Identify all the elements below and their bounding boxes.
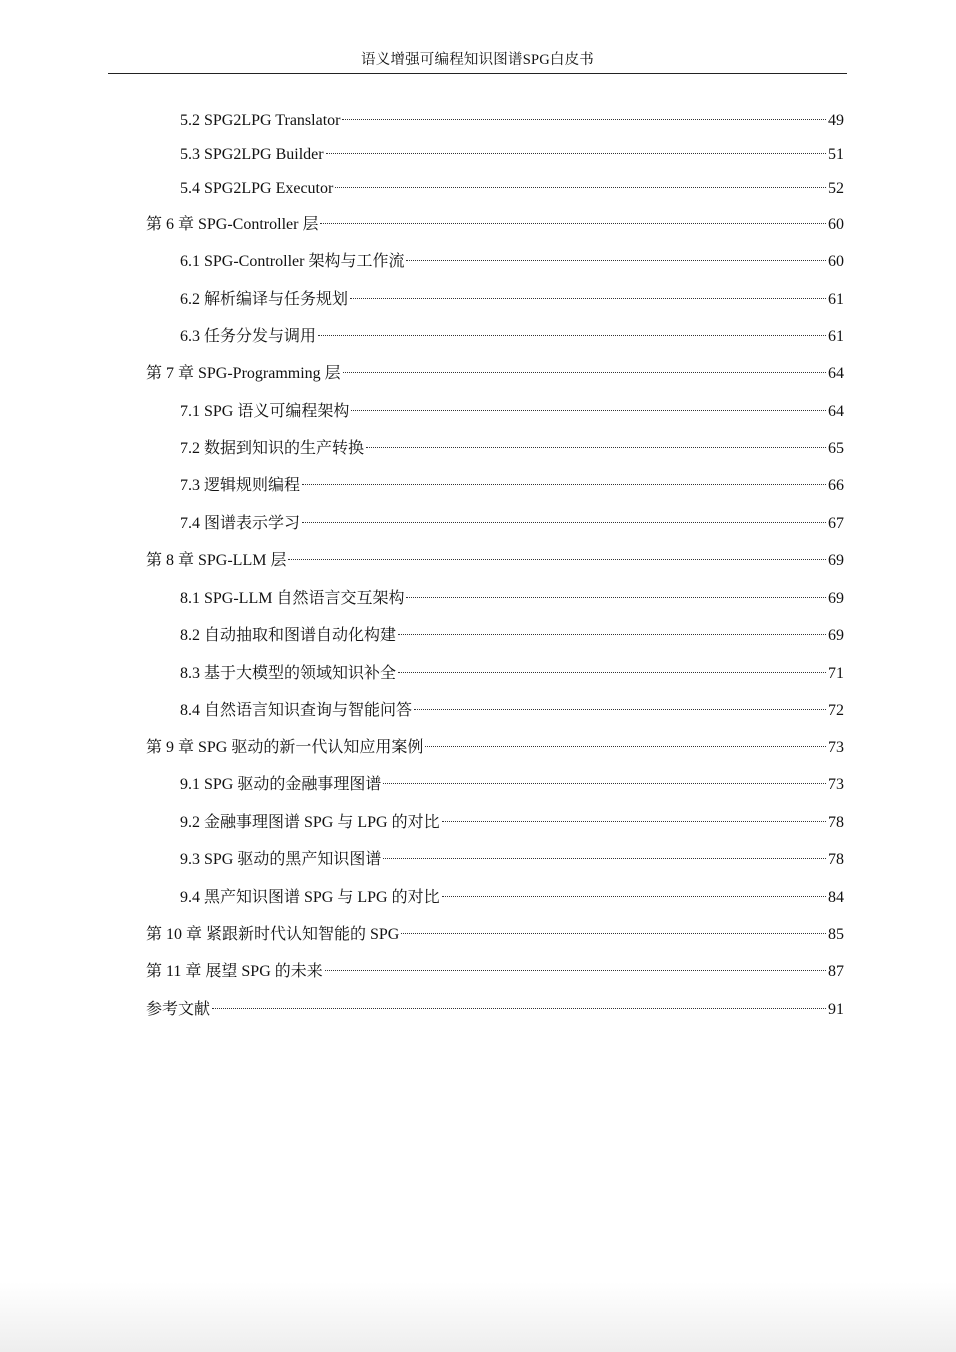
toc-chapter-entry[interactable] [146, 923, 844, 947]
toc-page-number: 61 [828, 328, 844, 345]
toc-section-entry[interactable] [180, 662, 844, 686]
toc-section-entry[interactable] [180, 177, 844, 201]
toc-page-number: 69 [828, 590, 844, 607]
toc-dot-leader [414, 709, 826, 710]
toc-dot-leader [302, 484, 826, 485]
toc-dot-leader [351, 410, 826, 411]
toc-page-number: 71 [828, 665, 844, 682]
toc-section-entry[interactable] [180, 437, 844, 461]
toc-section-entry[interactable] [180, 474, 844, 498]
toc-section-entry[interactable] [180, 143, 844, 167]
toc-page-number: 72 [828, 702, 844, 719]
toc-page-number: 87 [828, 963, 844, 980]
toc-page-number: 69 [828, 627, 844, 644]
toc-page-number: 60 [828, 216, 844, 233]
toc-entry-title: 6.2 解析编译与任务规划 [180, 291, 349, 308]
toc-section-entry[interactable] [180, 587, 844, 611]
toc-section-entry[interactable] [180, 848, 844, 872]
header-title: 语义增强可编程知识图谱SPG白皮书 [361, 52, 594, 68]
toc-entry-title: 7.1 SPG 语义可编程架构 [180, 403, 350, 420]
toc-chapter-entry[interactable] [146, 998, 844, 1022]
toc-dot-leader [302, 522, 826, 523]
toc-page-number: 78 [828, 851, 844, 868]
toc-dot-leader [288, 559, 826, 560]
toc-dot-leader [442, 896, 826, 897]
toc-section-entry[interactable] [180, 811, 844, 835]
toc-page-number: 60 [828, 253, 844, 270]
toc-dot-leader [325, 970, 826, 971]
toc-section-entry[interactable] [180, 400, 844, 424]
toc-page-number: 64 [828, 403, 844, 420]
toc-entry-title: 5.3 SPG2LPG Builder [180, 146, 324, 163]
toc-dot-leader [406, 260, 826, 261]
toc-entry-title: 7.3 逻辑规则编程 [180, 477, 301, 494]
toc-section-entry[interactable] [180, 250, 844, 274]
toc-entry-title: 8.4 自然语言知识查询与智能问答 [180, 702, 413, 719]
toc-entry-title: 6.1 SPG-Controller 架构与工作流 [180, 253, 405, 270]
toc-page-number: 51 [828, 146, 844, 163]
toc-page-number: 84 [828, 889, 844, 906]
toc-dot-leader [350, 298, 826, 299]
toc-entry-title: 8.2 自动抽取和图谱自动化构建 [180, 627, 397, 644]
toc-entry-title: 参考文献 [146, 1001, 211, 1018]
page-bottom-shadow [0, 1282, 956, 1352]
toc-page-number: 73 [828, 739, 844, 756]
toc-page-number: 78 [828, 814, 844, 831]
toc-entry-title: 第 6 章 SPG-Controller 层 [146, 216, 319, 233]
toc-page-number: 52 [828, 180, 844, 197]
toc-entry-title: 5.4 SPG2LPG Executor [180, 180, 334, 197]
toc-dot-leader [343, 372, 826, 373]
toc-page-number: 91 [828, 1001, 844, 1018]
toc-chapter-entry[interactable] [146, 549, 844, 573]
toc-page-number: 65 [828, 440, 844, 457]
toc-chapter-entry[interactable] [146, 736, 844, 760]
toc-section-entry[interactable] [180, 288, 844, 312]
toc-section-entry[interactable] [180, 109, 844, 133]
toc-entry-title: 第 11 章 展望 SPG 的未来 [146, 963, 323, 980]
toc-section-entry[interactable] [180, 773, 844, 797]
toc-section-entry[interactable] [180, 886, 844, 910]
toc-section-entry[interactable] [180, 512, 844, 536]
toc-page-number: 69 [828, 552, 844, 569]
toc-entry-title: 9.1 SPG 驱动的金融事理图谱 [180, 776, 382, 793]
toc-dot-leader [366, 447, 826, 448]
toc-entry-title: 9.3 SPG 驱动的黑产知识图谱 [180, 851, 382, 868]
toc-entry-title: 9.2 金融事理图谱 SPG 与 LPG 的对比 [180, 814, 440, 831]
toc-dot-leader [398, 672, 826, 673]
toc-page-number: 67 [828, 515, 844, 532]
toc-section-entry[interactable] [180, 699, 844, 723]
toc-dot-leader [383, 783, 826, 784]
toc-entry-title: 9.4 黑产知识图谱 SPG 与 LPG 的对比 [180, 889, 440, 906]
toc-dot-leader [401, 933, 826, 934]
toc-entry-title: 8.3 基于大模型的领域知识补全 [180, 665, 397, 682]
toc-page-number: 49 [828, 112, 844, 129]
toc-entry-title: 5.2 SPG2LPG Translator [180, 112, 341, 129]
toc-section-entry[interactable] [180, 325, 844, 349]
toc-dot-leader [342, 119, 826, 120]
toc-dot-leader [318, 335, 826, 336]
toc-entry-title: 8.1 SPG-LLM 自然语言交互架构 [180, 590, 405, 607]
toc-dot-leader [406, 597, 826, 598]
toc-dot-leader [335, 187, 826, 188]
toc-chapter-entry[interactable] [146, 960, 844, 984]
toc-page-number: 61 [828, 291, 844, 308]
toc-page-number: 73 [828, 776, 844, 793]
toc-page-number: 64 [828, 365, 844, 382]
toc-dot-leader [383, 858, 826, 859]
page-header [108, 50, 847, 74]
toc-entry-title: 第 9 章 SPG 驱动的新一代认知应用案例 [146, 739, 424, 756]
toc-entry-title: 7.2 数据到知识的生产转换 [180, 440, 365, 457]
toc-chapter-entry[interactable] [146, 213, 844, 237]
toc-entry-title: 7.4 图谱表示学习 [180, 515, 301, 532]
toc-dot-leader [398, 634, 826, 635]
toc-entry-title: 第 8 章 SPG-LLM 层 [146, 552, 287, 569]
toc-dot-leader [425, 746, 826, 747]
toc-page-number: 85 [828, 926, 844, 943]
toc-page-number: 66 [828, 477, 844, 494]
toc-dot-leader [442, 821, 826, 822]
toc-chapter-entry[interactable] [146, 362, 844, 386]
toc-dot-leader [212, 1008, 826, 1009]
toc-dot-leader [320, 223, 826, 224]
toc-dot-leader [326, 153, 826, 154]
toc-entry-title: 第 7 章 SPG-Programming 层 [146, 365, 341, 382]
toc-entry-title: 6.3 任务分发与调用 [180, 328, 317, 345]
toc-section-entry[interactable] [180, 624, 844, 648]
toc-entry-title: 第 10 章 紧跟新时代认知智能的 SPG [146, 926, 400, 943]
